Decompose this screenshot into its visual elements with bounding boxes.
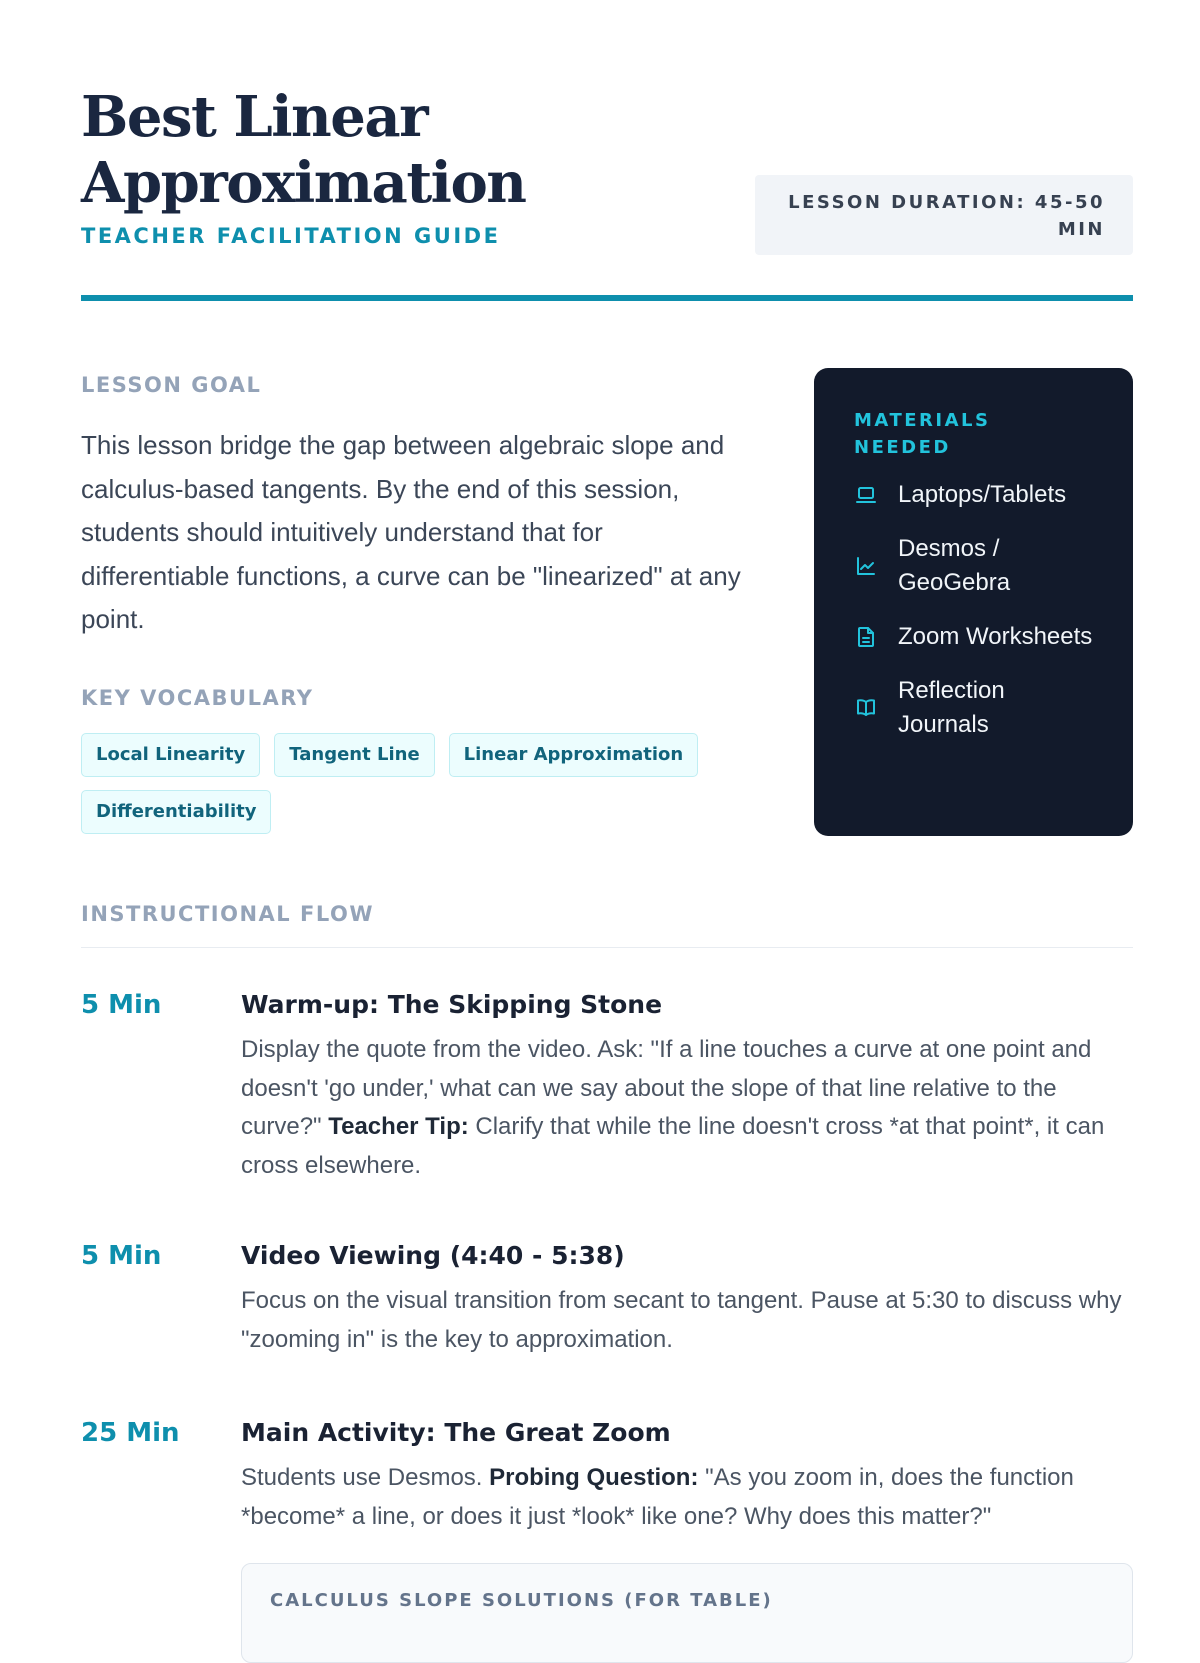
material-item: [854, 674, 1093, 742]
step-text: Display the quote from the video. Ask: "If a line touches a curve at one point and doesn't 'go under,' what can we say about the slope of that line relative to the curve?": [241, 1036, 1092, 1140]
step-body: [241, 990, 1133, 1185]
teacher-tip-label: Teacher Tip:: [328, 1113, 469, 1140]
step-description: [241, 1459, 1133, 1536]
step-duration: 5 Min: [81, 1241, 162, 1271]
material-label: Reflection Journals: [898, 677, 1005, 738]
step-body: [241, 1418, 1133, 1536]
material-label: Desmos / GeoGebra: [898, 535, 1011, 596]
step-text: Clarify that while the line doesn't cross *at that point*, it can cross elsewhere.: [241, 1113, 1105, 1179]
step-duration: 5 Min: [81, 990, 162, 1020]
materials-list: [854, 478, 1093, 742]
material-item: [854, 478, 1093, 512]
material-item: [854, 620, 1093, 654]
material-item: [854, 532, 1093, 600]
step-text: "As you zoom in, does the function *become* a line, or does it just *look* like one? Why does this matter?": [241, 1464, 1074, 1530]
instructional-flow-label: INSTRUCTIONAL FLOW: [81, 902, 374, 926]
chart-icon: [854, 554, 878, 578]
step-description: [241, 1031, 1133, 1185]
header-divider: [81, 295, 1133, 301]
probing-question-label: Probing Question:: [489, 1464, 699, 1491]
step-title: Warm-up: The Skipping Stone: [241, 990, 663, 1019]
key-vocabulary-label: KEY VOCABULARY: [81, 686, 314, 710]
vocab-tag: Local Linearity: [81, 733, 260, 777]
materials-title: MATERIALS NEEDED: [854, 410, 991, 458]
solutions-title: CALCULUS SLOPE SOLUTIONS (FOR TABLE): [270, 1590, 773, 1611]
lesson-guide-page: [81, 0, 1133, 1611]
document-icon: [854, 625, 878, 649]
materials-card: [814, 368, 1133, 836]
vocabulary-list: [81, 733, 721, 834]
lesson-goal-label: LESSON GOAL: [81, 373, 262, 397]
step-text: Students use Desmos.: [241, 1464, 490, 1491]
laptop-icon: [854, 483, 878, 507]
step-body: [241, 1241, 1133, 1359]
material-label: Laptops/Tablets: [898, 481, 1067, 508]
step-duration: 25 Min: [81, 1418, 180, 1448]
step-title: Main Activity: The Great Zoom: [241, 1418, 671, 1447]
lesson-goal-text: This lesson bridge the gap between algebraic slope and calculus-based tangents. By the end of this session, students should intuitively understand that for differentiable functions, a curve can be "linearized" at any point.: [81, 430, 741, 634]
step-text: Focus on the visual transition from secant to tangent. Pause at 5:30 to discuss why "zooming in" is the key to approximation.: [241, 1287, 1122, 1353]
vocab-tag: Linear Approximation: [449, 733, 699, 777]
vocab-tag: Tangent Line: [274, 733, 434, 777]
material-label: Zoom Worksheets: [898, 623, 1093, 650]
step-description: [241, 1282, 1133, 1359]
calculus-solutions-box: [241, 1563, 1133, 1663]
duration-badge: LESSON DURATION: 45-50 MIN: [755, 175, 1133, 255]
flow-divider: [81, 947, 1133, 948]
page-subtitle: TEACHER FACILITATION GUIDE: [81, 224, 501, 248]
page-header: [81, 84, 1133, 246]
step-title: Video Viewing (4:40 - 5:38): [241, 1241, 625, 1270]
page-title: Best Linear Approximation: [81, 84, 526, 216]
vocab-tag: Differentiability: [81, 790, 271, 834]
book-icon: [854, 696, 878, 720]
